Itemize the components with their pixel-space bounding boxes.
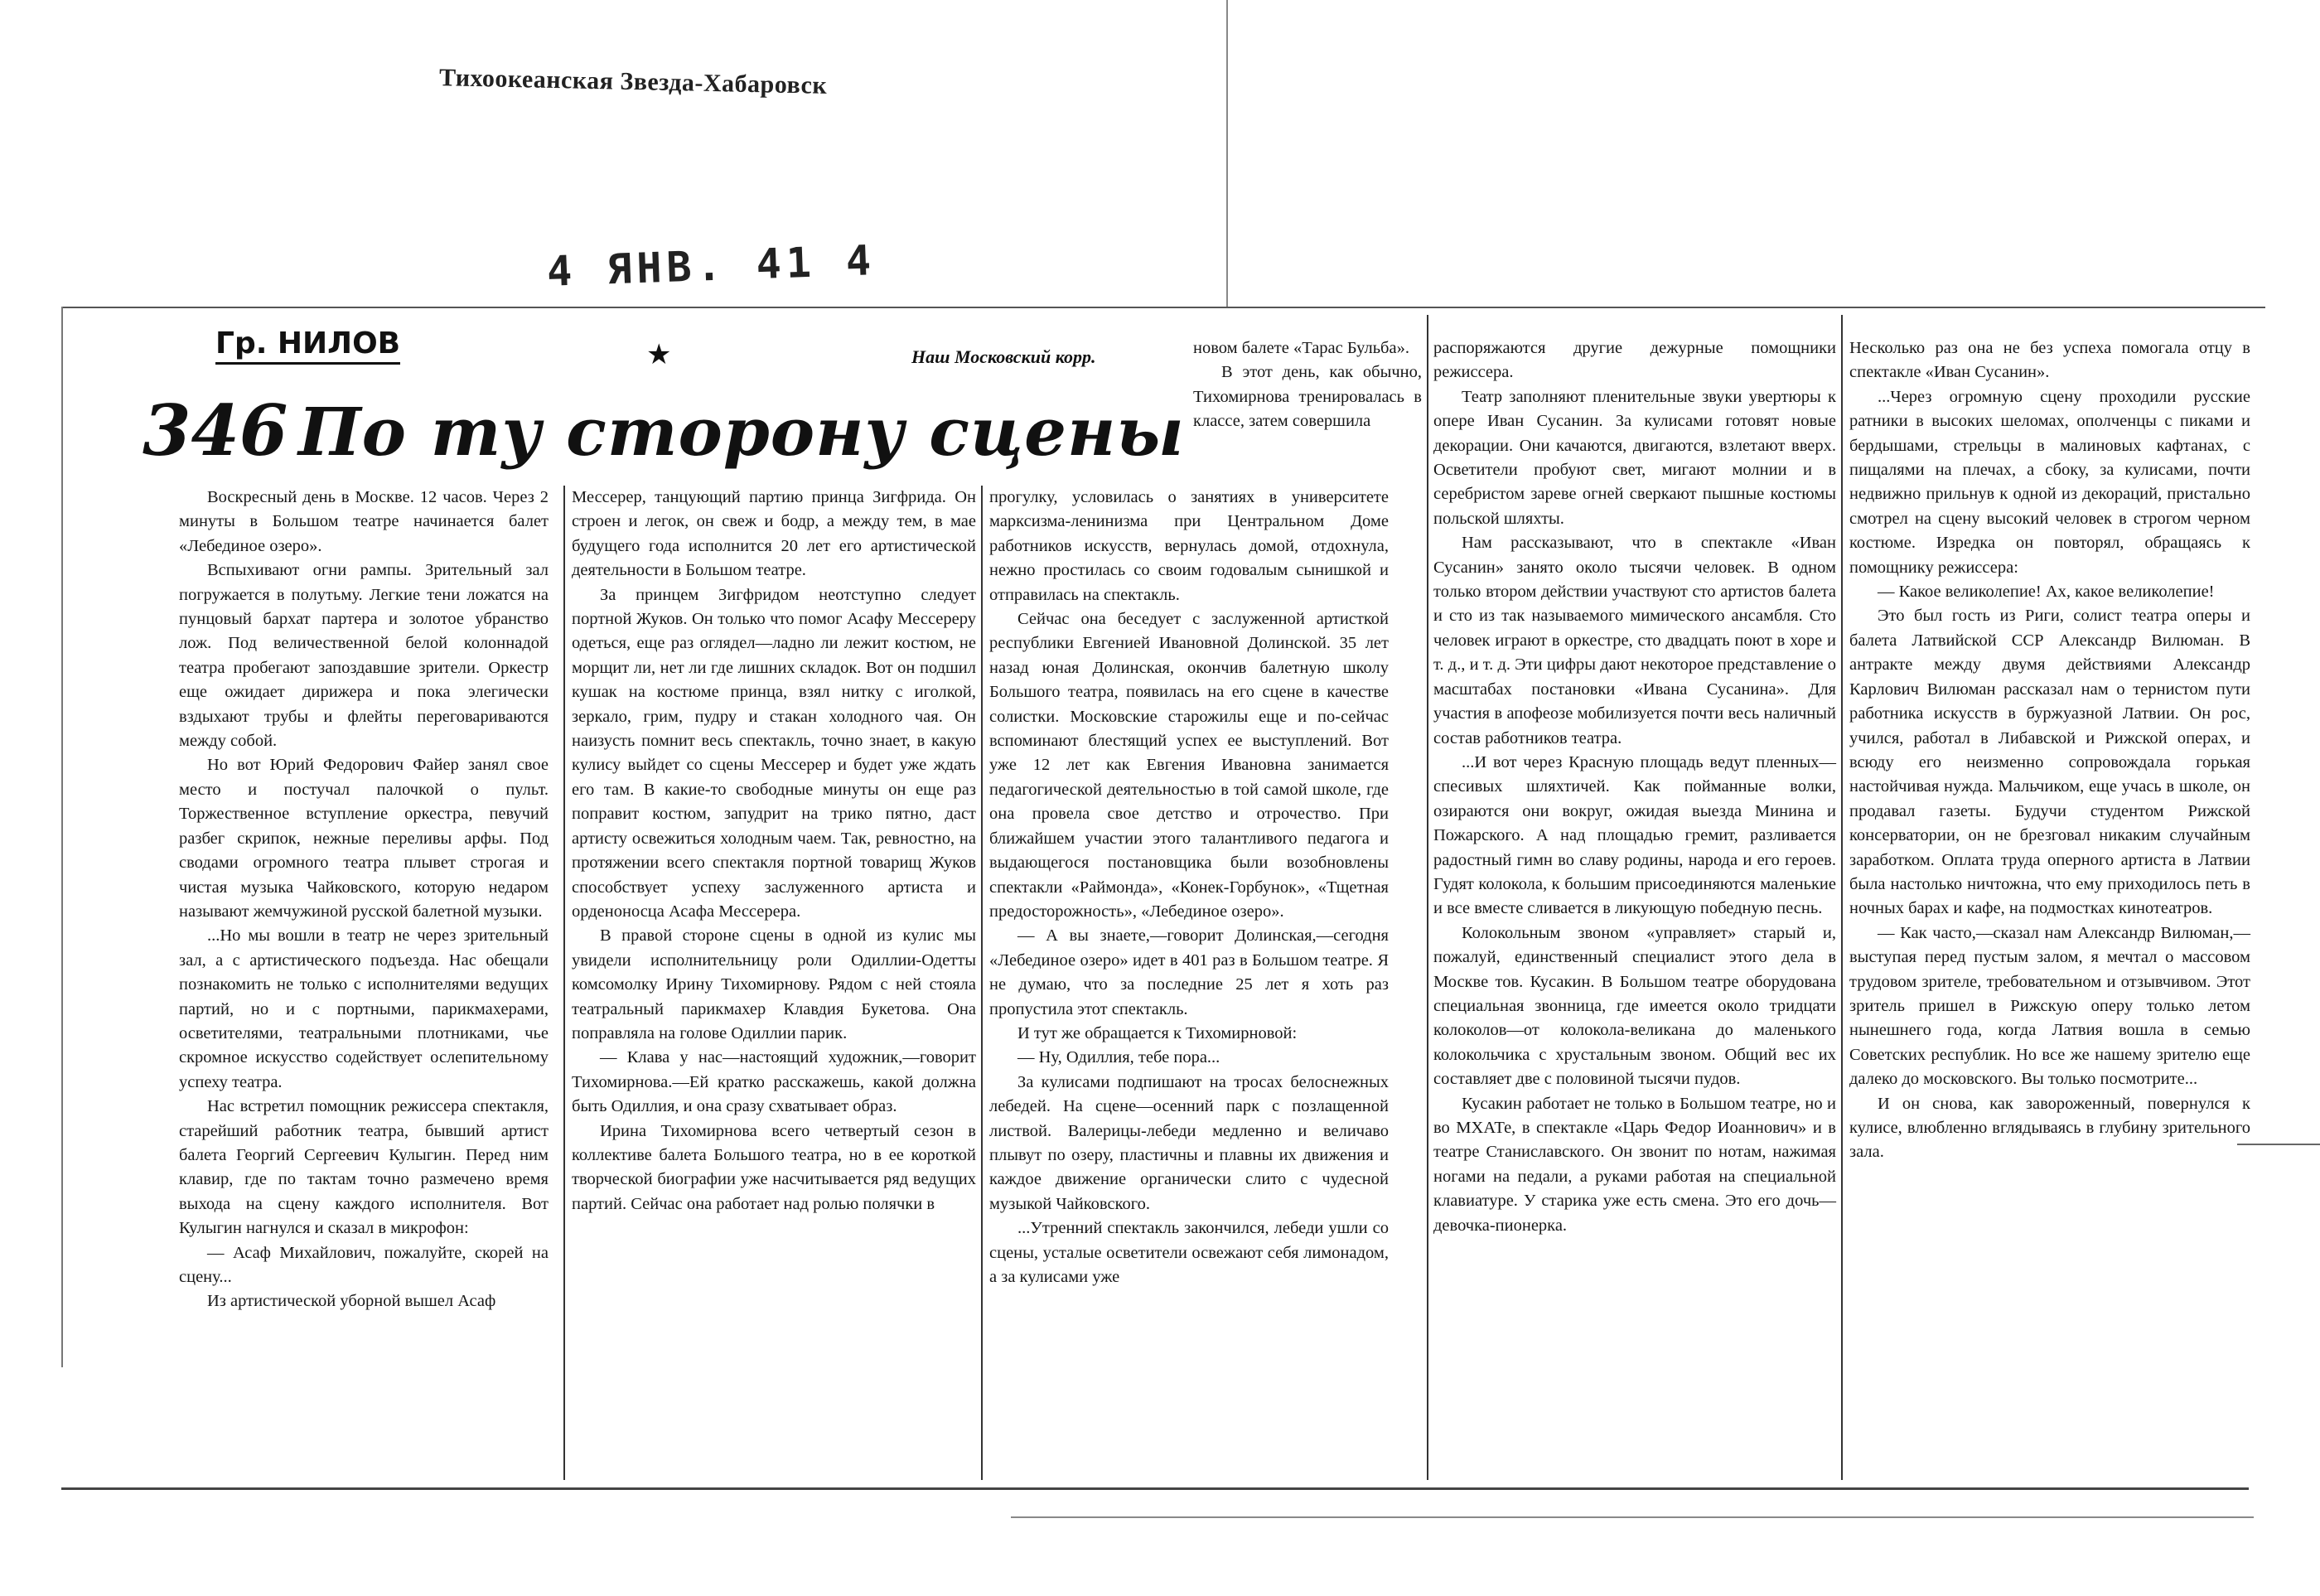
paragraph: Кусакин работает не только в Большом театре, но и во МХАТе, в спектакле «Царь Федор Иоаннович» и в театре Станиславского. Он звонит по нотам, нажимая ногами на педали, а руками работая на специальной клавиатуре. У старика уже есть смена. Это его дочь—девочка-пионерка. <box>1433 1094 1836 1235</box>
paragraph: Сейчас она беседует с заслуженной артисткой республики Евгенией Ивановной Долинской. 35 лет назад юная Долинская, окончив балетную школу Большого театра, появилась на его сцене в качестве солистки. Московские старожилы еще и по-сейчас вспоминают блестящий успех ее выступлений. Вот уже 12 лет как Евгения Ивановна занимается педагогической деятельностью в той самой школе, где она провела свое детство и отрочество. При ближайшем участии этого талантливого педагога и выдающегося постановщика были возобновлены спектакли «Раймонда», «Конек-Горбунок», «Тщетная предосторожность», «Лебединое озеро». <box>989 610 1389 921</box>
paragraph: распоряжаются другие дежурные помощники режиссера. <box>1433 339 1836 382</box>
paragraph: — Асаф Михайлович, пожалуйте, скорей на сцену... <box>179 1243 549 1286</box>
paragraph: В правой стороне сцены в одной из кулис мы увидели исполнительницу роли Одиллии-Одетты комсомолку Ирину Тихомирнову. Рядом с ней стояла театральный парикмахер Клавдия Букетова. Она поправляла на голове Одиллии парик. <box>572 926 976 1042</box>
paragraph: ...Утренний спектакль закончился, лебеди ушли со сцены, усталые осветители освежают себя лимонадом, а за кулисами уже <box>989 1219 1389 1286</box>
paragraph: новом балете «Тарас Бульба». <box>1193 339 1409 357</box>
paragraph: Это был гость из Риги, солист театра оперы и балета Латвийской ССР Александр Вилюман. В антракте между двумя действиями Александр Карлович Вилюман рассказал нам о тернистом пути работника искусств в буржуазной Латвии. Он рос, учился, работал в Либавской и Рижской операх, и всюду его неизменно сопровождала горькая настойчивая нужда. Мальчиком, еще учась в школе, он продавал газеты. Будучи студентом Рижской консерватории, он не брезговал никаким случайным заработком. Оплата труда оперного артиста в Латвии была настолько ничтожна, что ему приходилось петь в ночных барах и кафе, на подмостках кинотеатров. <box>1849 607 2250 918</box>
paragraph: В этот день, как обычно, Тихомирнова тренировалась в классе, затем совершила <box>1193 363 1422 431</box>
paragraph: Вспыхивают огни рампы. Зрительный зал погружается в полутьму. Легкие тени ложатся на пунцовый бархат партера и золотое убранство лож. Под величественной белой колоннадой театра пробегают запоздавшие зрители. Оркестр еще ожидает дирижера и пока элегически вздыхают трубы и флейты переговариваются между собой. <box>179 561 549 751</box>
column-rule <box>1841 315 1843 1480</box>
paragraph: ...Но мы вошли в театр не через зрительный зал, а с артистического подъезда. Нас обещали познакомить не только с исполнителями ведущих партий, но и с портными, парикмахерами, осветителями, театральными плотниками, чье скромное искусство содействует ослепительному успеху театра. <box>179 926 549 1091</box>
paragraph: И он снова, как завороженный, повернулся к кулисе, влюбленно вглядываясь в глубину зрительного зала. <box>1849 1094 2250 1162</box>
paragraph: ...И вот через Красную площадь ведут пленных—спесивых шляхтичей. Как пойманные волки, озираются они вокруг, ожидая выезда Минина и Пожарского. А над площадью гремит, разливается радостный гимн во славу родины, народа и его героев. Гудят колокола, к большим присоединяются маленькие и все вместе сливается в ликующую победную песнь. <box>1433 752 1836 918</box>
column-rule <box>981 486 983 1480</box>
clipping-left-edge <box>61 307 63 1367</box>
text-column-3-top <box>1193 336 1422 434</box>
paragraph: — Какое великолепие! Ах, какое великолепие! <box>1878 583 2215 602</box>
clipping-top-rule <box>61 307 2265 308</box>
paragraph: — Клава у нас—настоящий художник,—говорит Тихомирнова.—Ей кратко расскажешь, какой должна быть Одиллия, и она сразу схватывает образ. <box>572 1048 976 1116</box>
scan-edge-line <box>1011 1516 2254 1518</box>
paragraph: Нам рассказывают, что в спектакле «Иван Сусанин» занято около тысячи человек. В одном только втором действии участвуют сто артистов балета и сто из так называемого мимического ансамбля. Сто человек играют в оркестре, сто двадцать поют в хоре и т. д., и т. д. Эти цифры дают некоторое представление о масштабах постановки «Ивана Сусанина». Для участия в апофеозе мобилизуется почти весь наличный состав работников театра. <box>1433 534 1836 747</box>
paragraph: Нас встретил помощник режиссера спектакля, старейший работник театра, бывший артист балета Георгий Сергеевич Кулыгин. Перед ним клавир, где по тактам точно размечено время выхода на сцену каждого исполнителя. Вот Кулыгин нагнулся и сказал в микрофон: <box>179 1097 549 1238</box>
text-column-5 <box>1849 336 2250 1165</box>
date-stamp: 4 ЯНВ. 41 4 <box>546 236 877 296</box>
paragraph: — Ну, Одиллия, тебе пора... <box>1017 1048 1220 1067</box>
paragraph: За принцем Зигфридом неотступно следует портной Жуков. Он только что помог Асафу Мессереру одеться, еще раз оглядел—ладно ли лежит костюм, не морщит ли, нет ли где лишних складок. Вот он подшил кушак на костюме принца, взял нитку с иголкой, зеркало, грим, пудру и стакан холодного чая. Он наизусть помнит весь спектакль, точно знает, в какую кулису выйдет со сцены Мессерер и будет уже ждать его там. В какие-то свободные минуты он еще раз поправит костюм, запудрит на трико пятно, даст артисту освежиться холодным чаем. Так, ревностно, на протяжении всего спектакля портной товарищ Жуков способствует успеху заслуженного артиста и орденоносца Асафа Мессерера. <box>572 585 976 921</box>
column-rule <box>563 486 565 1480</box>
column-rule <box>1427 315 1428 1480</box>
paragraph: Мессерер, танцующий партию принца Зигфрида. Он строен и легок, он свеж и бодр, а между тем, в мае будущего года исполнится 20 лет его артистической деятельности в Большом театре. <box>572 488 976 580</box>
star-icon: ★ <box>646 338 672 371</box>
text-column-4 <box>1433 336 1836 1238</box>
author-byline: Гр. НИЛОВ <box>215 326 400 365</box>
text-column-2 <box>572 486 976 1216</box>
clipping-bottom-edge <box>61 1487 2249 1490</box>
clipping-edge <box>1226 0 1228 308</box>
paragraph: Из артистической уборной вышел Асаф <box>207 1292 496 1311</box>
text-column-3 <box>989 486 1389 1289</box>
paragraph: прогулку, условилась о занятиях в университете марксизма-ленинизма при Центральном Доме работников искусств, вернулась домой, отдохнула, нежно простилась со своим годовалым сынишкой и отправилась на спектакль. <box>989 488 1389 604</box>
correspondent-credit: Наш Московский корр. <box>911 346 1096 367</box>
paragraph: — Как часто,—сказал нам Александр Вилюман,—выступая перед пустым залом, я мечтал о массовом трудовом зрителе, требовательном и отзывчивом. Этот зритель пришел в Рижскую оперу только летом нынешнего года, когда Латвия вошла в семью Советских республик. Но все же нашему зрителю еще далеко до московского. Вы только посмотрите... <box>1849 923 2250 1089</box>
paragraph: Воскресный день в Москве. 12 часов. Через 2 минуты в Большом театре начинается балет «Лебединое озеро». <box>179 488 549 555</box>
paragraph: — А вы знаете,—говорит Долинская,—сегодня «Лебединое озеро» идет в 401 раз в Большом театре. Я не думаю, что за последние 25 лет я хоть раз пропустила этот спектакль. <box>989 926 1389 1018</box>
paragraph: Колокольным звоном «управляет» старый и, пожалуй, единственный специалист этого дела в Москве тов. Кусакин. В Большом театре оборудована специальная звонница, где имеется около тридцати колоколов—от колокола-великана до маленького колокольчика с хрустальным звоном. Общий вес их составляет две с половиной тысячи пудов. <box>1433 923 1836 1089</box>
paragraph: Театр заполняют пленительные звуки увертюры к опере Иван Сусанин. За кулисами готовят новые декорации. Они качаются, двигаются, взлетают вверх. Осветители пробуют свет, мигают молнии и в серебристом зареве огней сверкают пышные костюмы польской шляхты. <box>1433 387 1836 528</box>
paragraph: ...Через огромную сцену проходили русские ратники в высоких шеломах, ополченцы с пиками и бердышами, стрельцы в малиновых кафтанах, с пищалями на плечах, а сбоку, за кулисами, почти недвижно прильнув к одной из декораций, пристально смотрел на сцену высокий человек в строгом черном костюме. Изредка он повторял, обращаясь к помощнику режиссера: <box>1849 387 2250 577</box>
newspaper-masthead: Тихоокеанская Звезда-Хабаровск <box>438 64 828 99</box>
paragraph: И тут же обращается к Тихомирновой: <box>1017 1023 1298 1042</box>
article-headline: По ту сторону сцены <box>298 393 1185 471</box>
paragraph: Ирина Тихомирнова всего четвертый сезон в коллективе балета Большого театра, но в ее короткой творческой биографии уже насчитывается ряд ведущих партий. Сейчас она работает над ролью полячки в <box>572 1121 976 1213</box>
text-column-1 <box>179 486 549 1314</box>
paragraph: Но вот Юрий Федорович Файер занял свое место и постучал палочкой о пульт. Торжественное вступление оркестра, певучий разбег скрипок, нежные переливы арфы. Под сводами огромного театра плывет строгая и чистая музыка Чайковского, которую недаром называют жемчужиной русской балетной музыки. <box>179 756 549 921</box>
handwritten-number: 346 <box>143 389 288 472</box>
paragraph: За кулисами подпишают на тросах белоснежных лебедей. На сцене—осенний парк с позлащенной листвой. Валерицы-лебеди медленно и величаво плывут по озеру, пластичны и плавны их движения и каждое движение органически слито с чудесной музыкой Чайковского. <box>989 1072 1389 1213</box>
paragraph: Несколько раз она не без успеха помогала отцу в спектакле «Иван Сусанин». <box>1849 339 2250 382</box>
